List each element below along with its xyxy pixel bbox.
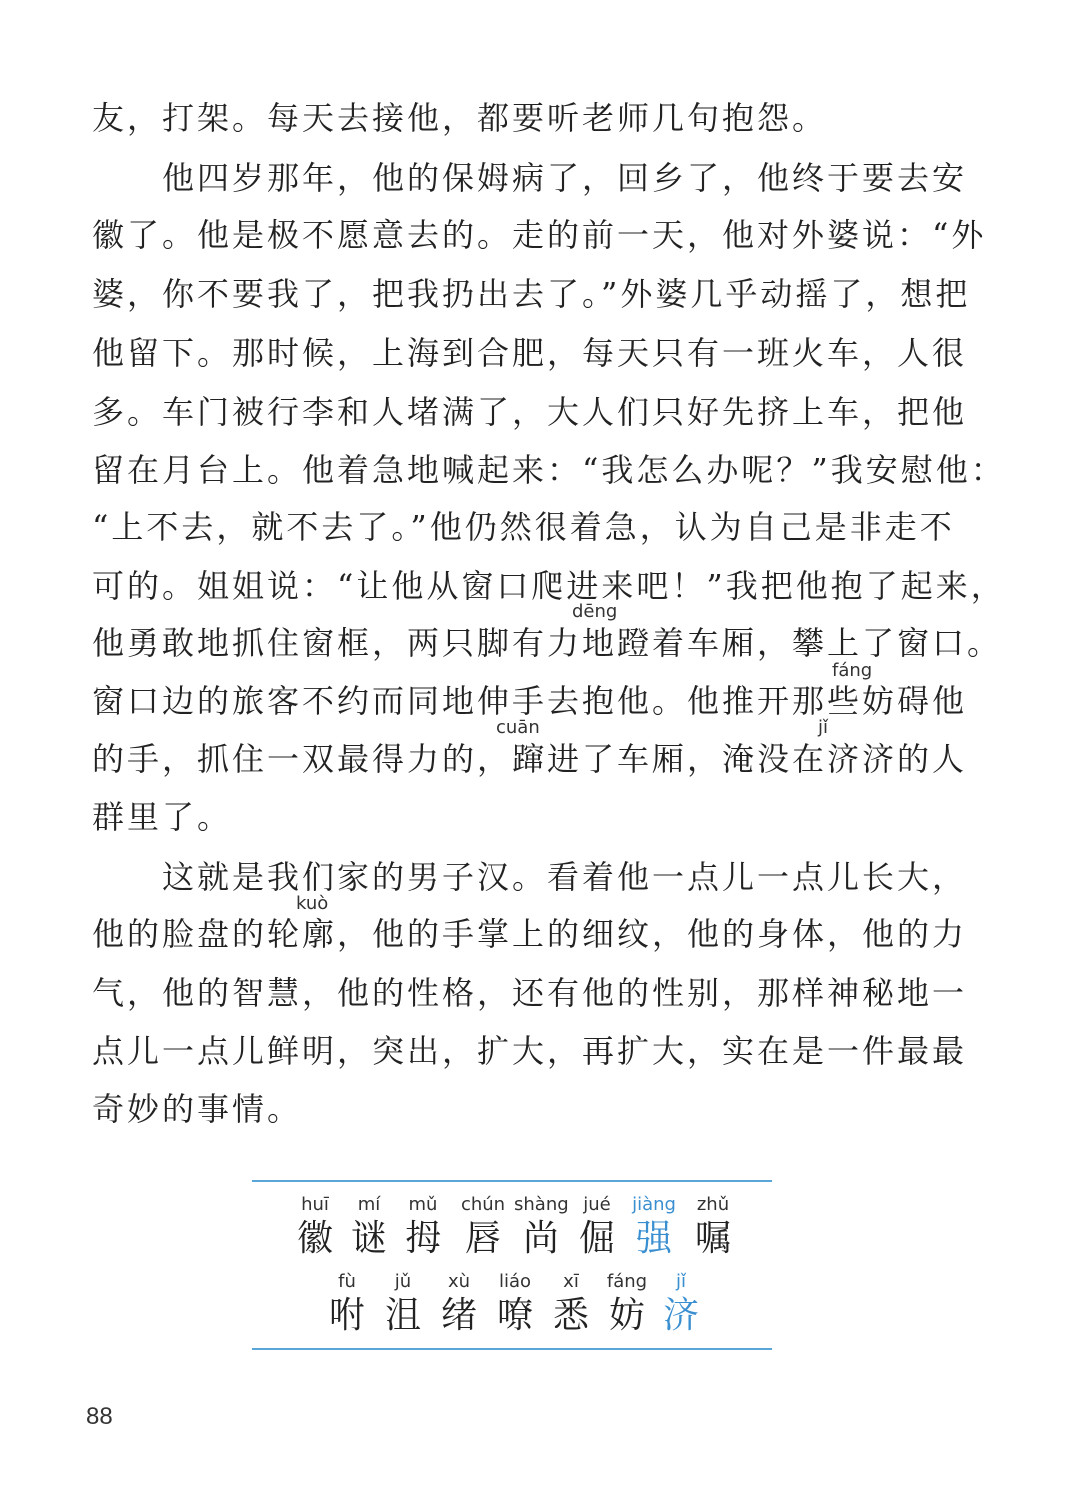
vocab-top-rule (252, 1180, 772, 1182)
vocab-char: mí 谜 (350, 1194, 387, 1259)
vocab-char: fáng 妨 (606, 1271, 648, 1336)
vocab-char-highlight: jiàng 强 (632, 1194, 676, 1259)
vocab-char: huī 徽 (296, 1194, 333, 1259)
vocab-char: xù 绪 (440, 1271, 477, 1336)
pinyin-annotation: fáng (832, 660, 873, 681)
vocab-bottom-rule (252, 1348, 772, 1350)
vocab-char: jué 倔 (578, 1194, 615, 1259)
body-line: 多。车门被行李和人堵满了，大人们只好先挤上车，把他 (92, 393, 968, 431)
body-line: 这就是我们家的男子汉。看着他一点儿一点儿长大， (92, 858, 968, 896)
body-line: 他留下。那时候，上海到合肥，每天只有一班火车，人很 (92, 334, 968, 372)
pinyin-annotation: cuān (496, 717, 540, 738)
body-line: 他四岁那年，他的保姆病了，回乡了，他终于要去安 (92, 159, 968, 197)
body-line: 点儿一点儿鲜明，突出，扩大，再扩大，实在是一件最最 (92, 1032, 968, 1070)
body-line: 奇妙的事情。 (92, 1090, 303, 1128)
body-line: 留在月台上。他着急地喊起来：“我怎么办呢？”我安慰他： (92, 451, 1006, 489)
page-number: 88 (86, 1403, 113, 1430)
body-line: 婆，你不要我了，把我扔出去了。”外婆几乎动摇了，想把 (92, 275, 971, 313)
vocab-char: jǔ 沮 (384, 1271, 421, 1336)
body-line: 窗口边的旅客不约而同地伸手去抱他。他推开那些妨碍他 (92, 682, 968, 720)
vocab-char-highlight: jǐ 济 (662, 1271, 699, 1336)
pinyin-annotation: dēng (572, 601, 618, 622)
vocab-char: shàng 尚 (514, 1194, 569, 1259)
body-line: 群里了。 (92, 798, 233, 836)
vocab-char: fù 咐 (328, 1271, 365, 1336)
body-line: 气，他的智慧，他的性格，还有他的性别，那样神秘地一 (92, 974, 968, 1012)
body-line: 他的脸盘的轮廓，他的手掌上的细纹，他的身体，他的力 (92, 915, 968, 953)
vocab-char: chún 唇 (460, 1194, 506, 1259)
body-line: 可的。姐姐说：“让他从窗口爬进来吧！”我把他抱了起来， (92, 567, 1006, 605)
vocab-char: xī 悉 (552, 1271, 589, 1336)
body-line: 友，打架。每天去接他，都要听老师几句抱怨。 (92, 99, 828, 137)
body-line: “上不去，就不去了。”他仍然很着急，认为自己是非走不 (92, 508, 955, 546)
vocab-char: mǔ 拇 (404, 1194, 441, 1259)
vocab-char: zhǔ 嘱 (694, 1194, 731, 1259)
vocab-char: liáo 嘹 (496, 1271, 533, 1336)
body-line: 他勇敢地抓住窗框，两只脚有力地蹬着车厢，攀上了窗口。 (92, 624, 1003, 662)
pinyin-annotation: kuò (296, 893, 329, 914)
body-line: 的手，抓住一双最得力的，蹿进了车厢，淹没在济济的人 (92, 740, 968, 778)
pinyin-annotation: jǐ (818, 717, 829, 738)
body-line: 徽了。他是极不愿意去的。走的前一天，他对外婆说：“外 (92, 216, 987, 254)
